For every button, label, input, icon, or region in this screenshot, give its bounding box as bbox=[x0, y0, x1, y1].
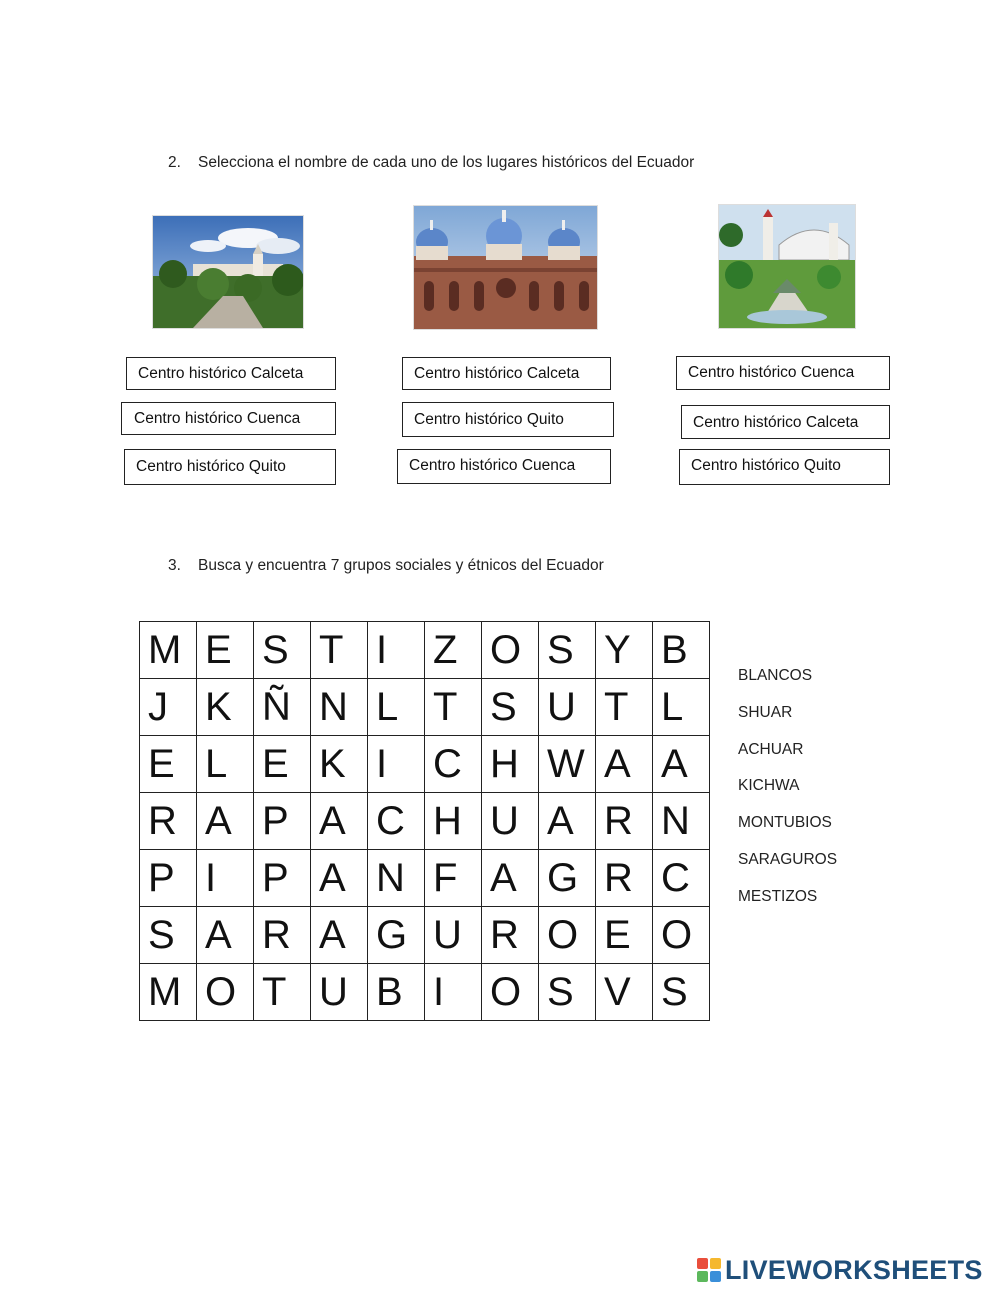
photo-calceta-plaza bbox=[718, 204, 856, 329]
grid-cell[interactable]: I bbox=[425, 964, 482, 1021]
grid-cell[interactable]: L bbox=[653, 679, 710, 736]
grid-cell[interactable]: S bbox=[539, 964, 596, 1021]
grid-cell[interactable]: S bbox=[539, 622, 596, 679]
grid-row bbox=[140, 907, 710, 964]
option-2-2[interactable]: Centro histórico Quito bbox=[402, 402, 614, 437]
grid-row bbox=[140, 964, 710, 1021]
grid-cell[interactable]: K bbox=[197, 679, 254, 736]
grid-cell[interactable]: W bbox=[539, 736, 596, 793]
grid-cell[interactable]: I bbox=[368, 736, 425, 793]
liveworksheets-logo-icon bbox=[697, 1258, 721, 1282]
grid-cell[interactable]: P bbox=[254, 793, 311, 850]
grid-row bbox=[140, 622, 710, 679]
option-3-3[interactable]: Centro histórico Quito bbox=[679, 449, 890, 485]
option-1-1[interactable]: Centro histórico Calceta bbox=[126, 357, 336, 390]
word-list bbox=[738, 664, 837, 922]
grid-cell[interactable]: B bbox=[653, 622, 710, 679]
grid-cell[interactable]: Y bbox=[596, 622, 653, 679]
word-list-item: MESTIZOS bbox=[738, 887, 818, 905]
grid-cell[interactable]: A bbox=[197, 793, 254, 850]
grid-cell[interactable]: M bbox=[140, 622, 197, 679]
question-2-text: Selecciona el nombre de cada uno de los lugares históricos del Ecuador bbox=[198, 154, 695, 171]
grid-cell[interactable]: P bbox=[254, 850, 311, 907]
question-3-title bbox=[168, 557, 604, 575]
grid-cell[interactable]: A bbox=[311, 850, 368, 907]
logo-square-green bbox=[697, 1271, 708, 1282]
grid-cell[interactable]: C bbox=[368, 793, 425, 850]
grid-cell[interactable]: O bbox=[482, 964, 539, 1021]
option-3-1[interactable]: Centro histórico Cuenca bbox=[676, 356, 890, 390]
grid-row bbox=[140, 793, 710, 850]
grid-cell[interactable]: U bbox=[311, 964, 368, 1021]
word-list-item: BLANCOS bbox=[738, 667, 813, 684]
option-2-1[interactable]: Centro histórico Calceta bbox=[402, 357, 611, 390]
word-list-item: MONTUBIOS bbox=[738, 814, 832, 832]
grid-cell[interactable]: Z bbox=[425, 622, 482, 679]
option-1-2[interactable]: Centro histórico Cuenca bbox=[121, 402, 336, 435]
grid-cell[interactable]: E bbox=[254, 736, 311, 793]
liveworksheets-logo bbox=[697, 1255, 983, 1285]
grid-cell[interactable]: O bbox=[653, 907, 710, 964]
logo-square-yellow bbox=[710, 1258, 721, 1269]
grid-cell[interactable]: A bbox=[197, 907, 254, 964]
grid-cell[interactable]: U bbox=[482, 793, 539, 850]
question-3-text: Busca y encuentra 7 grupos sociales y étnicos del Ecuador bbox=[198, 557, 604, 574]
grid-cell[interactable]: C bbox=[425, 736, 482, 793]
grid-cell[interactable]: Ñ bbox=[254, 679, 311, 736]
question-3-number: 3. bbox=[168, 557, 181, 574]
grid-cell[interactable]: A bbox=[653, 736, 710, 793]
grid-cell[interactable]: S bbox=[482, 679, 539, 736]
grid-cell[interactable]: L bbox=[197, 736, 254, 793]
grid-cell[interactable]: R bbox=[596, 850, 653, 907]
grid-cell[interactable]: U bbox=[539, 679, 596, 736]
grid-cell[interactable]: P bbox=[140, 850, 197, 907]
grid-cell[interactable]: G bbox=[539, 850, 596, 907]
question-2-number: 2. bbox=[168, 154, 181, 171]
grid-cell[interactable]: U bbox=[425, 907, 482, 964]
grid-cell[interactable]: E bbox=[197, 622, 254, 679]
grid-cell[interactable]: I bbox=[197, 850, 254, 907]
grid-cell[interactable]: N bbox=[368, 850, 425, 907]
word-list-item: SHUAR bbox=[738, 703, 793, 721]
grid-cell[interactable]: A bbox=[539, 793, 596, 850]
grid-cell[interactable]: O bbox=[482, 622, 539, 679]
grid-cell[interactable]: C bbox=[653, 850, 710, 907]
grid-cell[interactable]: A bbox=[311, 793, 368, 850]
option-3-2[interactable]: Centro histórico Calceta bbox=[681, 405, 890, 439]
grid-row bbox=[140, 736, 710, 793]
grid-cell[interactable]: T bbox=[425, 679, 482, 736]
grid-cell[interactable]: R bbox=[140, 793, 197, 850]
grid-row bbox=[140, 850, 710, 907]
grid-cell[interactable]: O bbox=[539, 907, 596, 964]
photo-quito-plaza bbox=[152, 215, 304, 329]
grid-cell[interactable]: A bbox=[596, 736, 653, 793]
option-1-3[interactable]: Centro histórico Quito bbox=[124, 449, 336, 485]
grid-cell[interactable]: T bbox=[311, 622, 368, 679]
grid-cell[interactable]: R bbox=[482, 907, 539, 964]
grid-cell[interactable]: S bbox=[653, 964, 710, 1021]
word-list-item: KICHWA bbox=[738, 777, 800, 795]
grid-cell[interactable]: T bbox=[254, 964, 311, 1021]
word-search-grid bbox=[139, 621, 710, 1021]
grid-cell[interactable]: E bbox=[596, 907, 653, 964]
logo-square-red bbox=[697, 1258, 708, 1269]
grid-cell[interactable]: G bbox=[368, 907, 425, 964]
grid-cell[interactable]: H bbox=[425, 793, 482, 850]
grid-cell[interactable]: A bbox=[482, 850, 539, 907]
question-2-title bbox=[168, 154, 694, 172]
grid-cell[interactable]: I bbox=[368, 622, 425, 679]
grid-cell[interactable]: M bbox=[140, 964, 197, 1021]
grid-cell[interactable]: S bbox=[254, 622, 311, 679]
grid-row bbox=[140, 679, 710, 736]
grid-cell[interactable]: A bbox=[311, 907, 368, 964]
grid-cell[interactable]: R bbox=[596, 793, 653, 850]
option-2-3[interactable]: Centro histórico Cuenca bbox=[397, 449, 611, 484]
grid-cell[interactable]: E bbox=[140, 736, 197, 793]
grid-cell[interactable]: F bbox=[425, 850, 482, 907]
grid-cell[interactable]: H bbox=[482, 736, 539, 793]
liveworksheets-logo-text: LIVEWORKSHEETS bbox=[725, 1254, 983, 1285]
grid-cell[interactable]: J bbox=[140, 679, 197, 736]
grid-cell[interactable]: R bbox=[254, 907, 311, 964]
logo-square-blue bbox=[710, 1271, 721, 1282]
word-list-item: SARAGUROS bbox=[738, 850, 838, 868]
grid-cell[interactable]: L bbox=[368, 679, 425, 736]
grid-cell[interactable]: N bbox=[311, 679, 368, 736]
grid-cell[interactable]: T bbox=[596, 679, 653, 736]
grid-cell[interactable]: N bbox=[653, 793, 710, 850]
grid-cell[interactable]: O bbox=[197, 964, 254, 1021]
word-list-item: ACHUAR bbox=[738, 740, 804, 758]
grid-cell[interactable]: K bbox=[311, 736, 368, 793]
photo-cuenca-cathedral bbox=[413, 205, 598, 330]
grid-cell[interactable]: V bbox=[596, 964, 653, 1021]
grid-cell[interactable]: S bbox=[140, 907, 197, 964]
grid-cell[interactable]: B bbox=[368, 964, 425, 1021]
